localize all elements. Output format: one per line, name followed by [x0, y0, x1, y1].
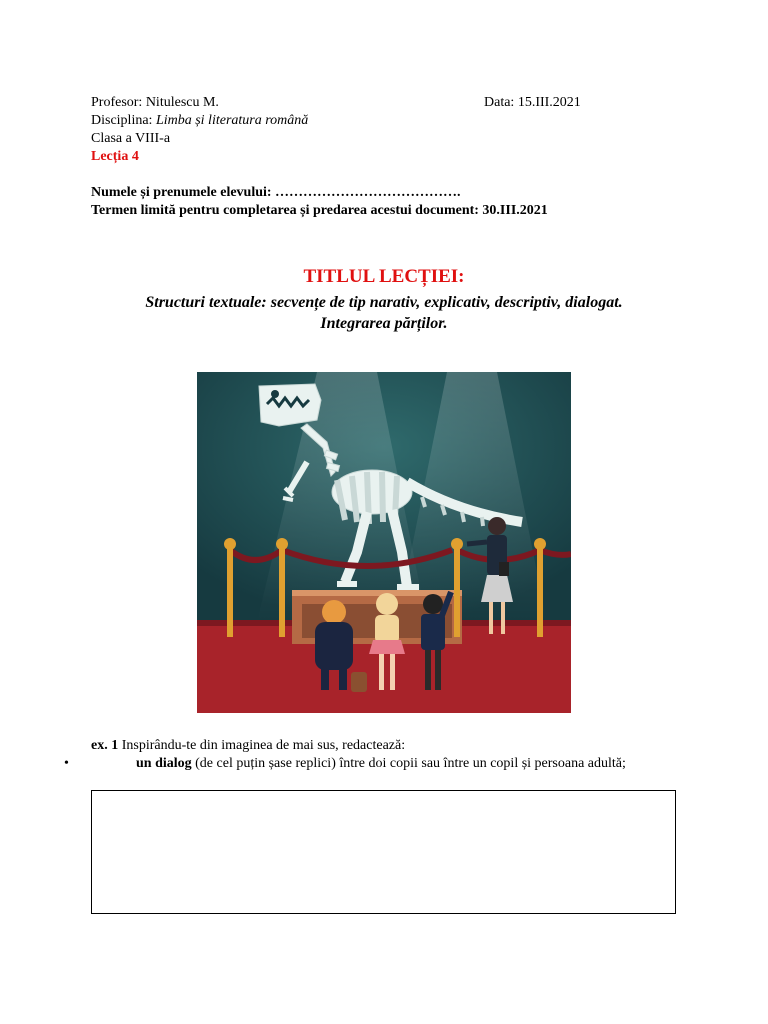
header-disciplina [91, 112, 308, 130]
lesson-subtitle [0, 292, 768, 334]
lesson-title: TITLUL LECȚIEI: [303, 266, 465, 287]
header-date: Data: 15.III.2021 [484, 95, 581, 110]
exercise-instruction [91, 737, 405, 755]
museum-dinosaur-illustration [197, 372, 571, 713]
lesson-subtitle-line2: Integrarea părților. [320, 315, 448, 332]
disciplina-label: Disciplina: [91, 113, 156, 128]
exercise-bullet-bold: un dialog [136, 756, 192, 771]
exercise-number: ex. 1 [91, 738, 119, 753]
header-lectia: Lecția 4 [91, 149, 139, 164]
bullet-dot: • [64, 756, 69, 771]
disciplina-value: Limba și literatura română [155, 113, 309, 128]
exercise-instruction-text: Inspirându-te din imaginea de mai sus, redactează: [118, 738, 406, 753]
deadline-text: Termen limită pentru completarea și predarea acestui document: 30.III.2021 [91, 203, 548, 218]
exercise-bullet [136, 755, 626, 773]
lesson-subtitle-line1: Structuri textuale: secvențe de tip narativ, explicativ, descriptiv, dialogat. [145, 294, 623, 311]
student-name-field: Numele și prenumele elevului: …………………………………. [91, 185, 461, 200]
header-profesor: Profesor: Nitulescu M. [91, 95, 219, 110]
answer-box[interactable] [91, 790, 676, 914]
exercise-bullet-text: (de cel puțin șase replici) între doi copii sau între un copil și persoana adultă; [191, 756, 626, 771]
header-clasa: Clasa a VIII-a [91, 131, 171, 146]
